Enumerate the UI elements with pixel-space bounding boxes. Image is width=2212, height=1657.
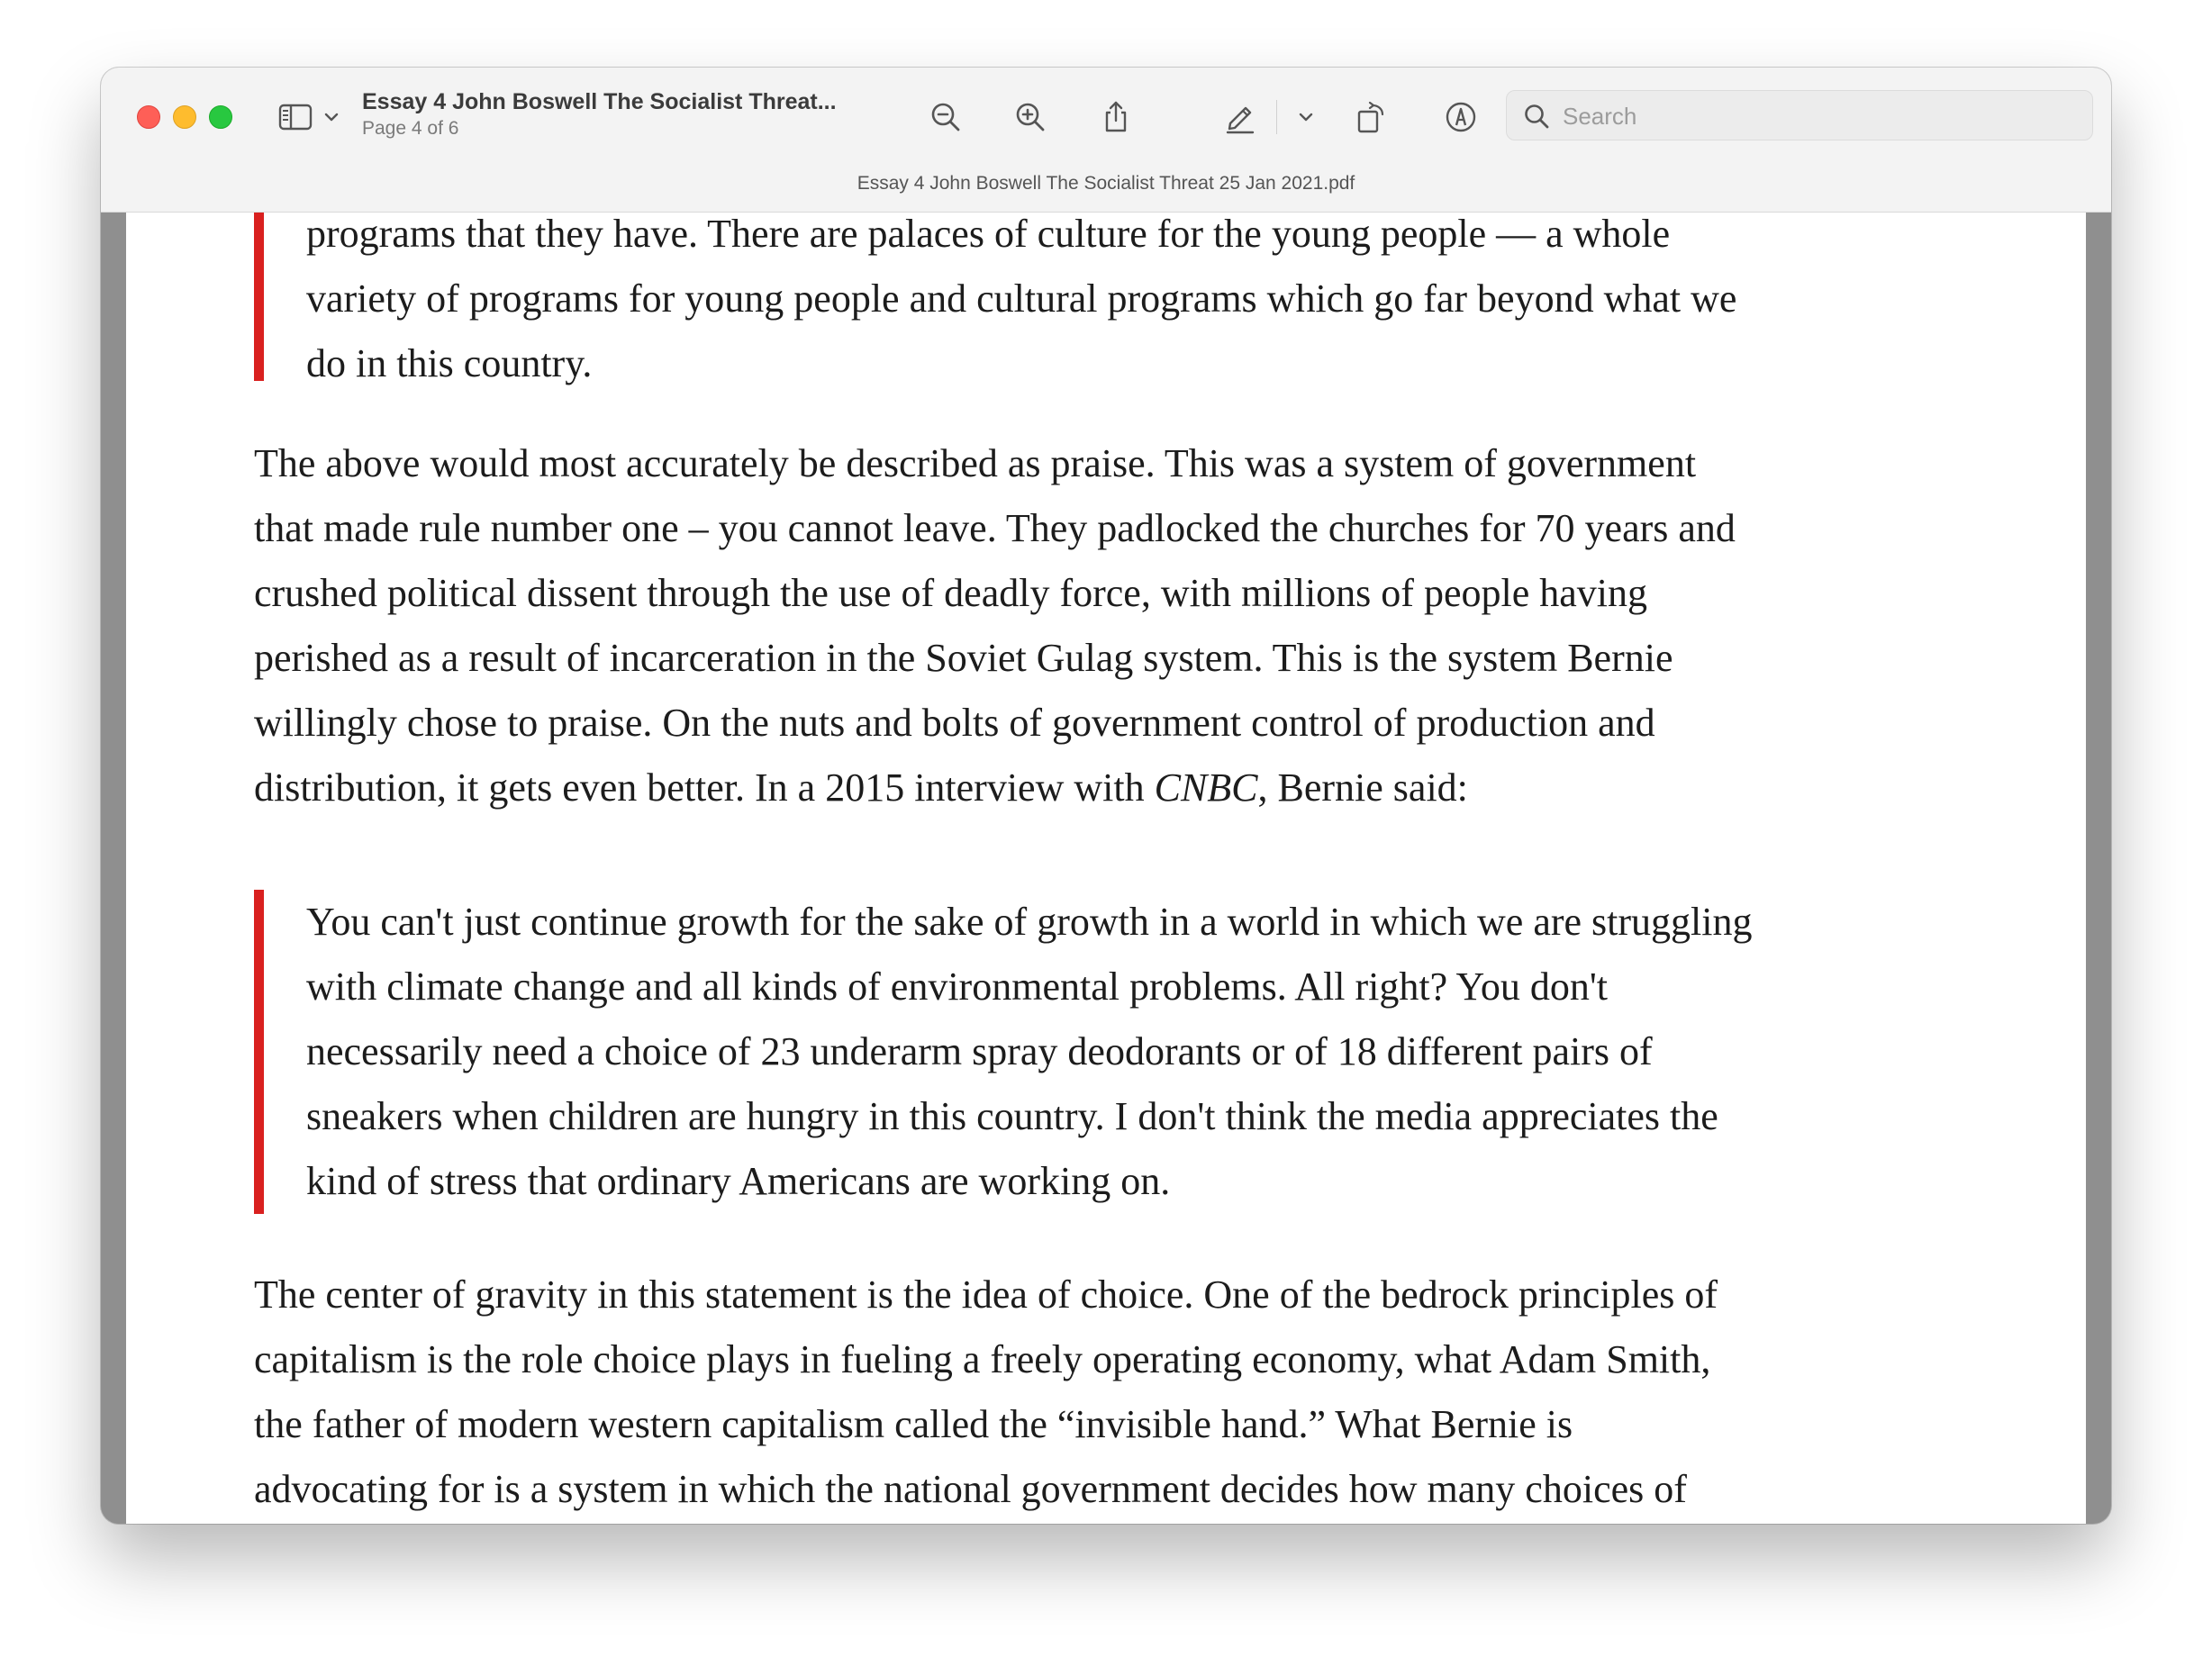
rotate-icon: [1353, 99, 1389, 135]
chevron-down-icon: [1297, 99, 1315, 135]
zoom-out-icon: [928, 99, 964, 135]
share-icon: [1098, 99, 1134, 135]
search-input[interactable]: [1561, 91, 2078, 141]
italic-source-name: CNBC: [1154, 765, 1258, 810]
markup-options-button[interactable]: [1290, 95, 1322, 140]
file-name-label: Essay 4 John Boswell The Socialist Threat 25 Jan 2021.pdf: [857, 173, 1355, 194]
zoom-in-button[interactable]: [1008, 95, 1053, 140]
close-button[interactable]: [137, 105, 160, 129]
paragraph-line: willingly chose to praise. On the nuts and bolts of government control of production and: [254, 701, 1655, 745]
paragraph-line: The center of gravity in this statement is the idea of choice. One of the bedrock principles of: [254, 1272, 1718, 1317]
quote-line: kind of stress that ordinary Americans are working on.: [306, 1159, 1171, 1203]
annotate-button[interactable]: [1438, 95, 1483, 140]
paragraph-line: the father of modern western capitalism called the “invisible hand.” What Bernie is: [254, 1402, 1573, 1446]
pencil-icon: [1222, 99, 1258, 135]
zoom-in-icon: [1012, 99, 1048, 135]
paragraph-line: crushed political dissent through the use of deadly force, with millions of people having: [254, 571, 1647, 615]
quote-line: variety of programs for young people and cultural programs which go far beyond what we: [306, 276, 1737, 321]
text-run: , Bernie said:: [1257, 765, 1468, 810]
preview-window: [101, 68, 2111, 1524]
zoom-out-button[interactable]: [923, 95, 968, 140]
quote-line: necessarily need a choice of 23 underarm spray deodorants or of 18 different pairs of: [306, 1029, 1653, 1073]
paragraph-line: The above would most accurately be described as praise. This was a system of government: [254, 441, 1697, 485]
quote-line: programs that they have. There are palaces of culture for the young people — a whole: [306, 213, 1671, 256]
quote-line: You can't just continue growth for the sake of growth in a world in which we are struggling: [306, 900, 1753, 944]
text-run: distribution, it gets even better. In a 2015 interview with: [254, 765, 1155, 810]
quote-line: sneakers when children are hungry in this country. I don't think the media appreciates the: [306, 1094, 1718, 1138]
paragraph-line: capitalism is the role choice plays in fueling a freely operating economy, what Adam Smith,: [254, 1337, 1711, 1381]
share-button[interactable]: [1093, 95, 1138, 140]
rotate-button[interactable]: [1348, 95, 1393, 140]
markup-icon: [1443, 99, 1479, 135]
quote-line: with climate change and all kinds of environmental problems. All right? You don't: [306, 964, 1609, 1009]
body-paragraph: [254, 431, 1965, 820]
quote-line: do in this country.: [306, 341, 593, 385]
document-title: Essay 4 John Boswell The Socialist Threat...: [362, 89, 837, 114]
block-quote: [254, 890, 1911, 1214]
markup-pencil-button[interactable]: [1218, 95, 1263, 140]
zoom-button[interactable]: [209, 105, 232, 129]
pdf-page: [126, 213, 2086, 1524]
paragraph-line: that made rule number one – you cannot leave. They padlocked the churches for 70 years and: [254, 506, 1736, 550]
block-quote: [254, 213, 1911, 385]
page-indicator: Page 4 of 6: [362, 118, 459, 139]
sidebar-icon: [277, 99, 313, 135]
search-box[interactable]: [1506, 90, 2093, 140]
toolbar-divider: [1276, 100, 1277, 134]
chevron-down-icon: [322, 99, 340, 135]
paragraph-line: [254, 756, 1965, 820]
search-icon: [1523, 103, 1550, 130]
titlebar: [101, 68, 2111, 213]
paragraph-line: advocating for is a system in which the national government decides how many choices of: [254, 1467, 1687, 1511]
minimize-button[interactable]: [173, 105, 196, 129]
sidebar-toggle-button[interactable]: [277, 99, 346, 135]
paragraph-line: perished as a result of incarceration in the Soviet Gulag system. This is the system Bernie: [254, 636, 1673, 680]
body-paragraph: [254, 1263, 1965, 1522]
